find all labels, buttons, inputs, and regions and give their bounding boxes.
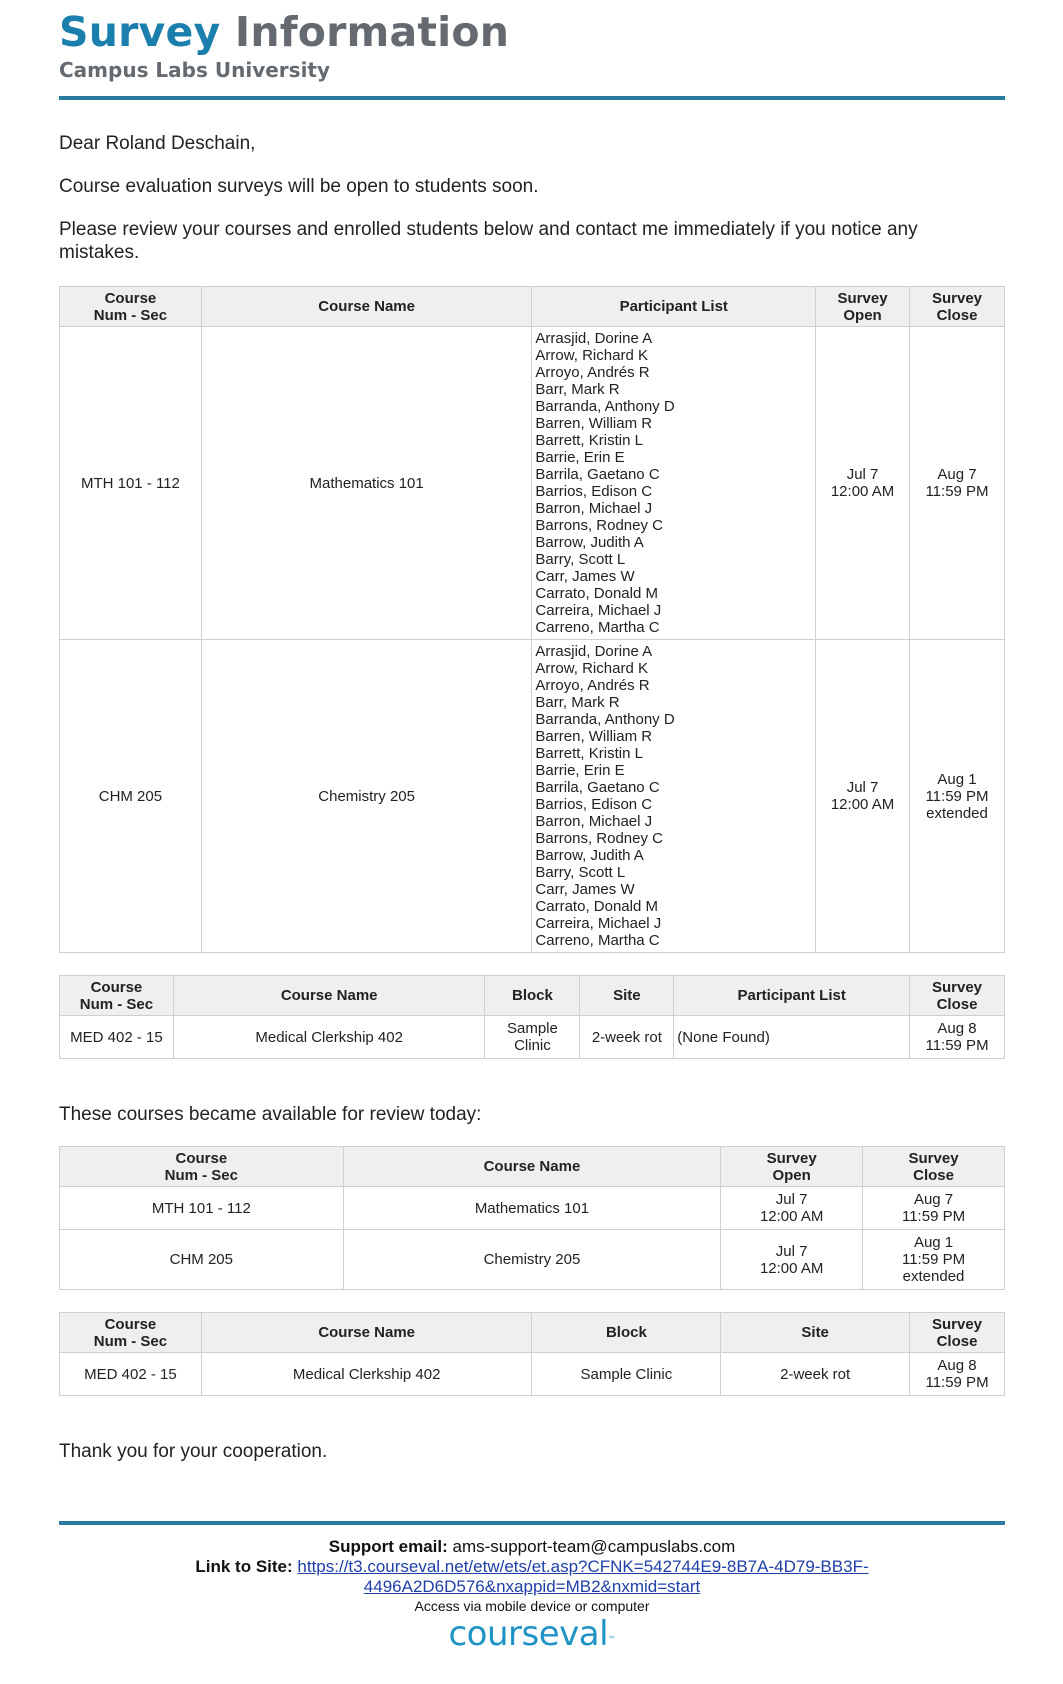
survey-open: Jul 7 12:00 AM (721, 1230, 863, 1290)
site-link-part-1: https://t3.courseval.net/etw/ets/et.asp?CFNK=542744E9-8B7A-4D79-BB3F- (297, 1557, 869, 1576)
access-note: Access via mobile device or computer (414, 1598, 650, 1614)
survey-open: Jul 7 12:00 AM (721, 1187, 863, 1230)
logo-trademark: ™ (608, 1635, 616, 1644)
footer (59, 1537, 1005, 1653)
header-survey-open: Survey Open (721, 1147, 863, 1187)
participant-name: Barrow, Judith A (535, 847, 644, 864)
table-row (60, 327, 1005, 640)
courseval-logo (448, 1615, 615, 1653)
intro-line-2: Please review your courses and enrolled students below and contact me immediately if you notice any mistakes. (59, 219, 918, 263)
participant-name: Barr, Mark R (535, 694, 620, 711)
courses-table (59, 286, 1005, 953)
today-clerkship-table (59, 1312, 1005, 1396)
participant-name: Barren, William R (535, 415, 653, 432)
participant-name: Arrow, Richard K (535, 660, 648, 677)
participant-name: Barrie, Erin E (535, 449, 625, 466)
site-link[interactable] (297, 1557, 868, 1596)
header-course-name: Course Name (201, 287, 532, 327)
participant-name: Barry, Scott L (535, 551, 626, 568)
course-name: Mathematics 101 (343, 1187, 721, 1230)
clerkship-table (59, 975, 1005, 1059)
survey-close: Aug 1 11:59 PM extended (863, 1230, 1005, 1290)
intro-line-1: Course evaluation surveys will be open to students soon. (59, 176, 539, 197)
block: Sample Clinic (532, 1353, 721, 1396)
course-name: Mathematics 101 (201, 327, 532, 640)
participant-name: Barry, Scott L (535, 864, 626, 881)
site-link-label: Link to Site: (195, 1557, 293, 1576)
course-num-sec: MTH 101 - 112 (60, 327, 202, 640)
header-course-num-sec: Course Num - Sec (60, 1147, 344, 1187)
participant-name: Barrie, Erin E (535, 762, 625, 779)
header-survey-open: Survey Open (816, 287, 910, 327)
participant-name: Carreira, Michael J (535, 602, 662, 619)
survey-close: Aug 7 11:59 PM (910, 327, 1005, 640)
participant-list (532, 327, 816, 640)
participant-name: Barrons, Rodney C (535, 830, 663, 847)
course-num-sec: CHM 205 (60, 1230, 344, 1290)
header-survey-close: Survey Close (910, 976, 1005, 1016)
table-row (60, 1187, 1005, 1230)
participant-name: Arroyo, Andrés R (535, 677, 650, 694)
survey-close: Aug 1 11:59 PM extended (910, 640, 1005, 953)
participant-list (532, 640, 816, 953)
course-num-sec: MED 402 - 15 (60, 1016, 174, 1059)
participant-name: Carrato, Donald M (535, 585, 658, 602)
today-clerkship-table-header (60, 1313, 1005, 1353)
survey-open: Jul 7 12:00 AM (816, 640, 910, 953)
page-title (59, 8, 1004, 56)
participant-list: (None Found) (674, 1016, 910, 1059)
participant-name: Barr, Mark R (535, 381, 620, 398)
participant-name: Barranda, Anthony D (535, 398, 675, 415)
header-block: Block (532, 1313, 721, 1353)
participant-name: Carr, James W (535, 568, 635, 585)
header-course-num-sec: Course Num - Sec (60, 976, 174, 1016)
header-survey-close: Survey Close (910, 1313, 1005, 1353)
participant-name: Arrow, Richard K (535, 347, 648, 364)
participant-name: Carreira, Michael J (535, 915, 662, 932)
participant-name: Carrato, Donald M (535, 898, 658, 915)
participant-name: Barrios, Edison C (535, 483, 653, 500)
table-row (60, 640, 1005, 953)
header-survey-close: Survey Close (863, 1147, 1005, 1187)
course-num-sec: MED 402 - 15 (60, 1353, 202, 1396)
header-participant-list: Participant List (532, 287, 816, 327)
today-courses-table-header (60, 1147, 1005, 1187)
participant-name: Barrila, Gaetano C (535, 466, 660, 483)
participant-name: Carreno, Martha C (535, 619, 660, 636)
participant-name: Carreno, Martha C (535, 932, 660, 949)
participant-name: Barrett, Kristin L (535, 432, 643, 449)
header-course-name: Course Name (343, 1147, 721, 1187)
course-name: Medical Clerkship 402 (201, 1353, 532, 1396)
participant-name: Barranda, Anthony D (535, 711, 675, 728)
header-course-name: Course Name (173, 976, 485, 1016)
course-num-sec: CHM 205 (60, 640, 202, 953)
course-name: Chemistry 205 (201, 640, 532, 953)
support-email: ams-support-team@campuslabs.com (452, 1537, 736, 1556)
today-courses-table (59, 1146, 1005, 1290)
course-name: Medical Clerkship 402 (173, 1016, 485, 1059)
support-email-line (59, 1537, 1005, 1557)
participant-name: Barrons, Rodney C (535, 517, 663, 534)
participant-name: Barron, Michael J (535, 500, 653, 517)
clerkship-table-header (60, 976, 1005, 1016)
participant-name: Arrasjid, Dorine A (535, 643, 653, 660)
course-num-sec: MTH 101 - 112 (60, 1187, 344, 1230)
table-row (60, 1353, 1005, 1396)
courses-table-header (60, 287, 1005, 327)
survey-close: Aug 8 11:59 PM (910, 1016, 1005, 1059)
participant-name: Barrow, Judith A (535, 534, 644, 551)
course-name: Chemistry 205 (343, 1230, 721, 1290)
header-site: Site (721, 1313, 910, 1353)
survey-close: Aug 7 11:59 PM (863, 1187, 1005, 1230)
logo-text: courseval (448, 1614, 609, 1654)
participant-name: Carr, James W (535, 881, 635, 898)
today-heading: These courses became available for review today: (59, 1104, 482, 1125)
survey-open: Jul 7 12:00 AM (816, 327, 910, 640)
site: 2-week rot (721, 1353, 910, 1396)
closing-line: Thank you for your cooperation. (59, 1441, 328, 1462)
block: Sample Clinic (485, 1016, 580, 1059)
university-name: Campus Labs University (59, 58, 331, 82)
survey-close: Aug 8 11:59 PM (910, 1353, 1005, 1396)
participant-name: Barrios, Edison C (535, 796, 653, 813)
header-divider (59, 96, 1005, 100)
support-email-label: Support email: (328, 1537, 448, 1556)
header (59, 0, 1004, 100)
header-site: Site (580, 976, 674, 1016)
participant-name: Arrasjid, Dorine A (535, 330, 653, 347)
header-survey-close: Survey Close (910, 287, 1005, 327)
table-row (60, 1016, 1005, 1059)
participant-name: Barrett, Kristin L (535, 745, 643, 762)
participant-name: Arroyo, Andrés R (535, 364, 650, 381)
title-word-survey: Survey (59, 8, 221, 56)
header-course-name: Course Name (201, 1313, 532, 1353)
site-link-part-2: 4496A2D6D576&nxappid=MB2&nxmid=start (363, 1577, 701, 1596)
title-word-information: Information (234, 8, 510, 56)
site-link-line (59, 1557, 1005, 1597)
footer-divider (59, 1521, 1005, 1525)
header-course-num-sec: Course Num - Sec (60, 287, 202, 327)
participant-name: Barron, Michael J (535, 813, 653, 830)
table-row (60, 1230, 1005, 1290)
header-block: Block (485, 976, 580, 1016)
greeting: Dear Roland Deschain, (59, 133, 256, 154)
header-participant-list: Participant List (674, 976, 910, 1016)
header-course-num-sec: Course Num - Sec (60, 1313, 202, 1353)
participant-name: Barren, William R (535, 728, 653, 745)
participant-name: Barrila, Gaetano C (535, 779, 660, 796)
site: 2-week rot (580, 1016, 674, 1059)
